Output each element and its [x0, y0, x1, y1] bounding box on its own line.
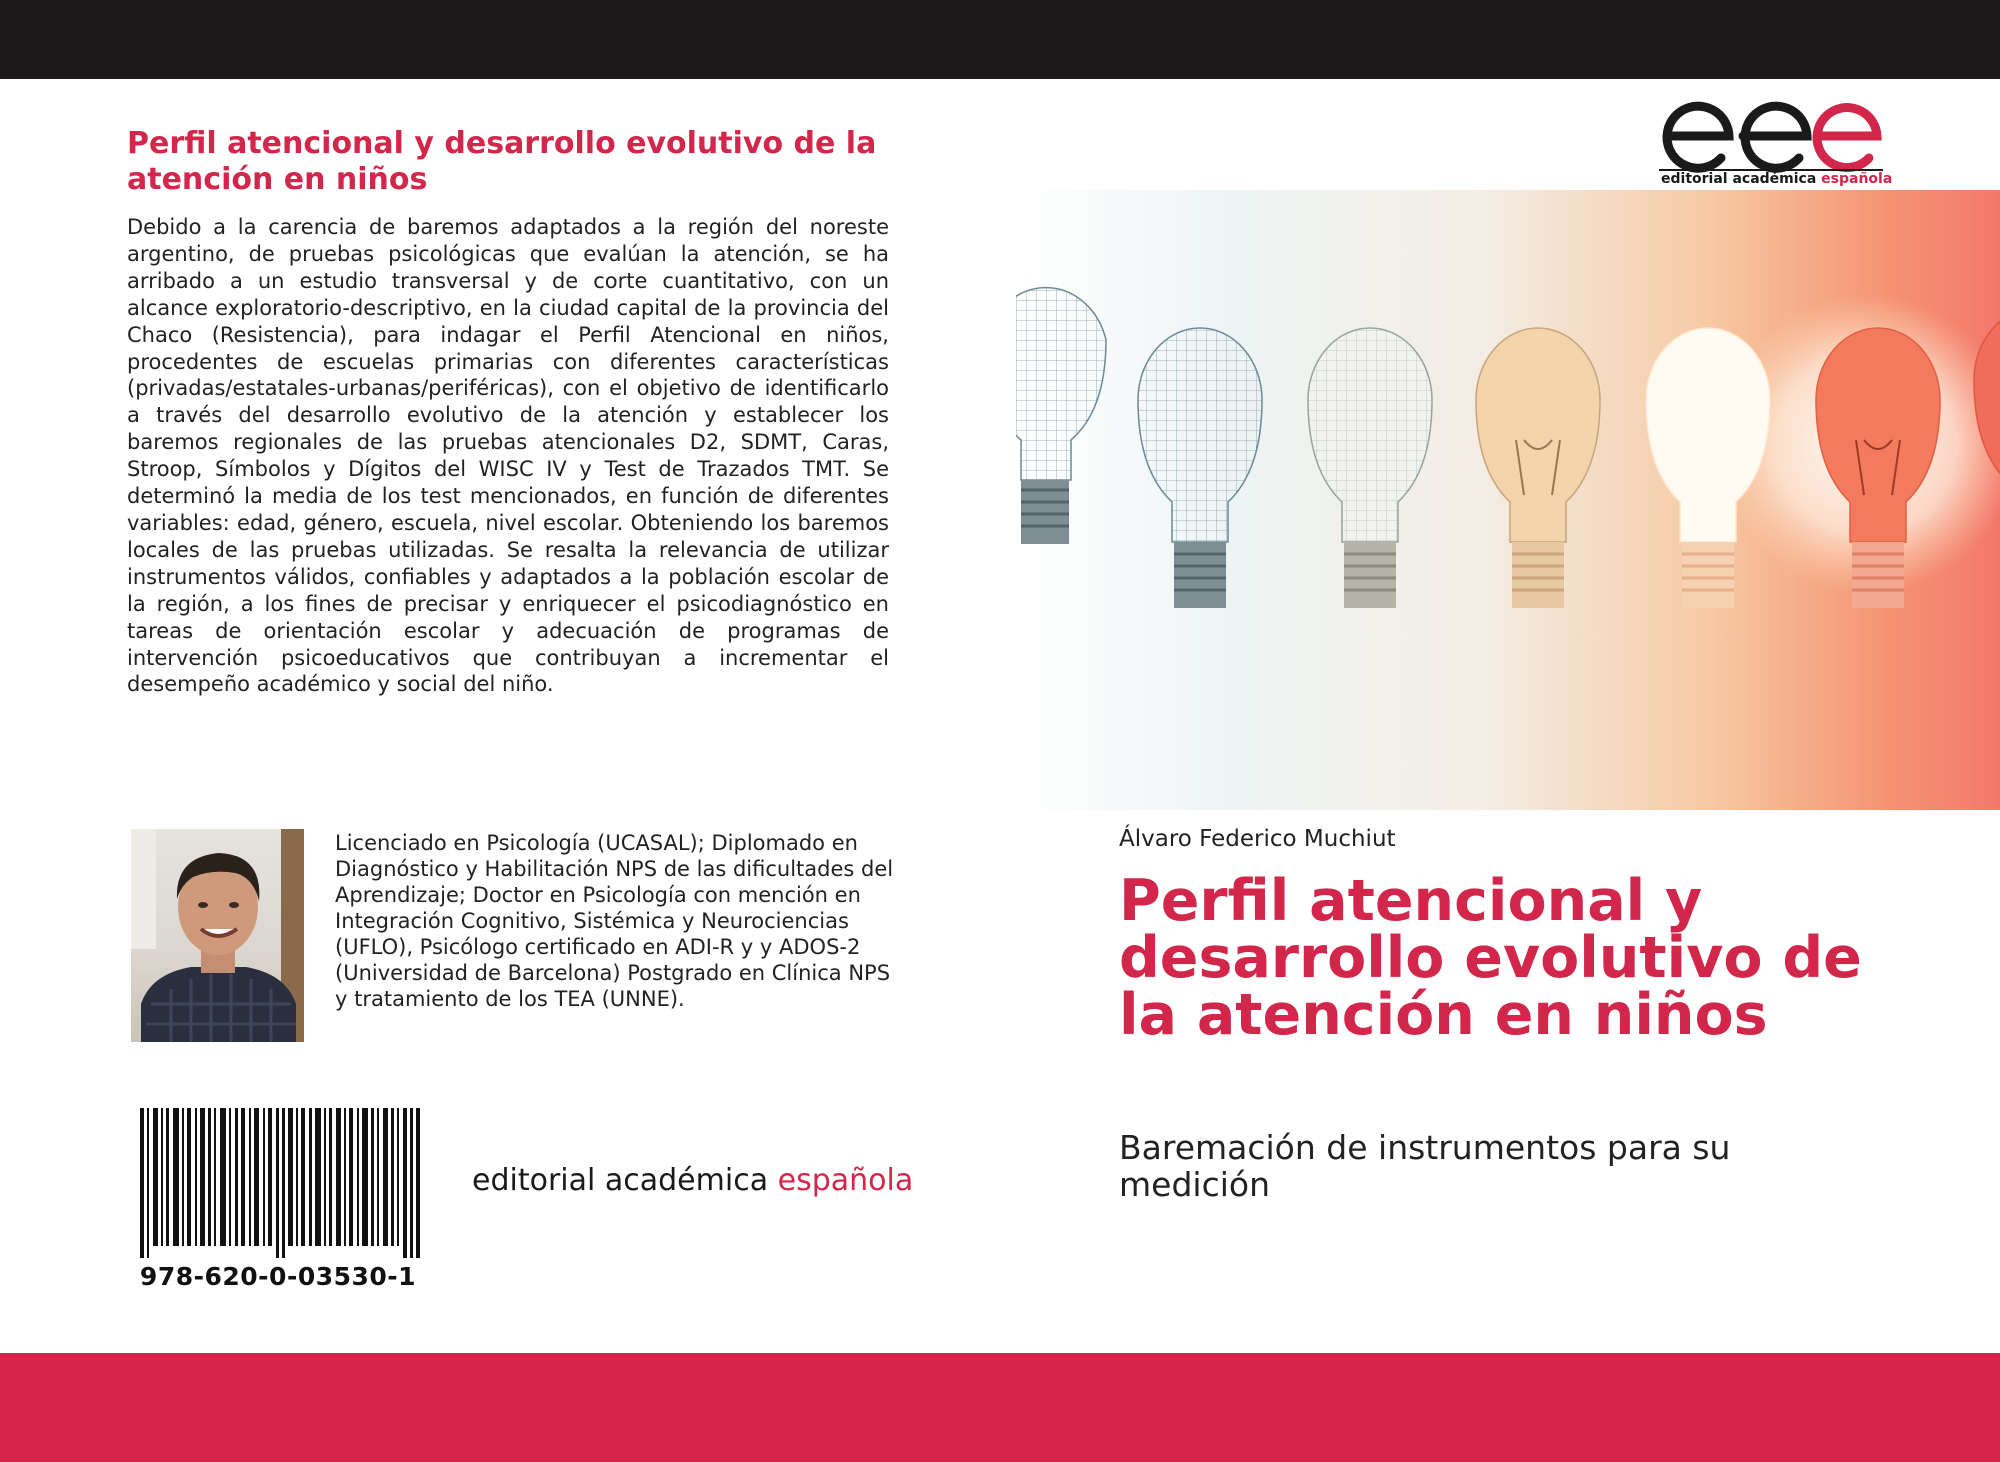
bulb-1	[1016, 288, 1106, 544]
publisher-name-part2: española	[777, 1163, 914, 1198]
author-photo	[131, 829, 304, 1042]
top-band	[0, 0, 2000, 79]
publisher-name-back	[472, 1163, 913, 1198]
front-cover-title: Perfil atencional y desarrollo evolutivo de la atención en niños	[1119, 868, 1862, 1048]
author-photo-illustration	[131, 829, 304, 1042]
front-cover-subtitle: Baremación de instrumentos para su medición	[1119, 1128, 1731, 1204]
bulb-4	[1476, 328, 1600, 608]
publisher-name-part1: editorial académica	[472, 1163, 769, 1198]
bulb-5-glowing	[1646, 328, 1770, 608]
back-cover-title: Perfil atencional y desarrollo evolutivo de la atención en niños	[127, 126, 877, 197]
logo-caption-part1: editorial académica	[1661, 171, 1817, 187]
logo-caption	[1661, 171, 1893, 187]
isbn-number: 978-620-0-03530-1	[139, 1262, 417, 1291]
back-cover-summary: Debido a la carencia de baremos adaptados a la región del noreste argentino, de pruebas psicológicas que evalúan la atención, se ha arribado a un estudio transversal y de corte cuantitativo, con un alcance exploratorio-descriptivo, en la ciudad capital de la provincia del Chaco (Resistencia), para indagar el Perfil Atencional en niños, procedentes de escuelas primarias con diferentes características (privadas/estatales-urbanas/periféricas), con el objetivo de identificarlo a través del desarrollo evolutivo de la atención y establecer los baremos regionales de las pruebas atencionales D2, SDMT, Caras, Stroop, Símbolos y Dígitos del WISC IV y Test de Trazados TMT. Se determinó la media de los test mencionados, en función de diferentes variables: edad, género, escuela, nivel escolar. Obteniendo los baremos locales de las pruebas utilizadas. Se resalta la relevancia de utilizar instrumentos válidos, confiables y adaptados a la población escolar de la región, a los fines de precisar y enriquecer el psicodiagnóstico en tareas de orientación escolar y adecuación de programas de intervención psicoeducativos que contribuyan a incrementar el desempeño académico y social del niño.	[127, 215, 889, 697]
light-bulbs-illustration	[1016, 190, 2000, 810]
front-cover-author: Álvaro Federico Muchiut	[1119, 826, 1396, 852]
author-bio: Licenciado en Psicología (UCASAL); Diplomado en Diagnóstico y Habilitación NPS de las dificultades del Aprendizaje; Doctor en Psicología con mención en Integración Cognitivo, Sistémica y Neurociencias (UFLO), Psicólogo certificado en ADI-R y y ADOS-2 (Universidad de Barcelona) Postgrado en Clínica NPS y tratamiento de los TEA (UNNE).	[335, 831, 894, 1011]
cover-image-light-bulbs	[1016, 190, 2000, 810]
logo-caption-part2: española	[1821, 171, 1893, 187]
isbn-barcode	[140, 1108, 420, 1258]
bulb-2	[1138, 328, 1262, 608]
bulb-3	[1308, 328, 1432, 608]
bottom-band	[0, 1353, 2000, 1462]
